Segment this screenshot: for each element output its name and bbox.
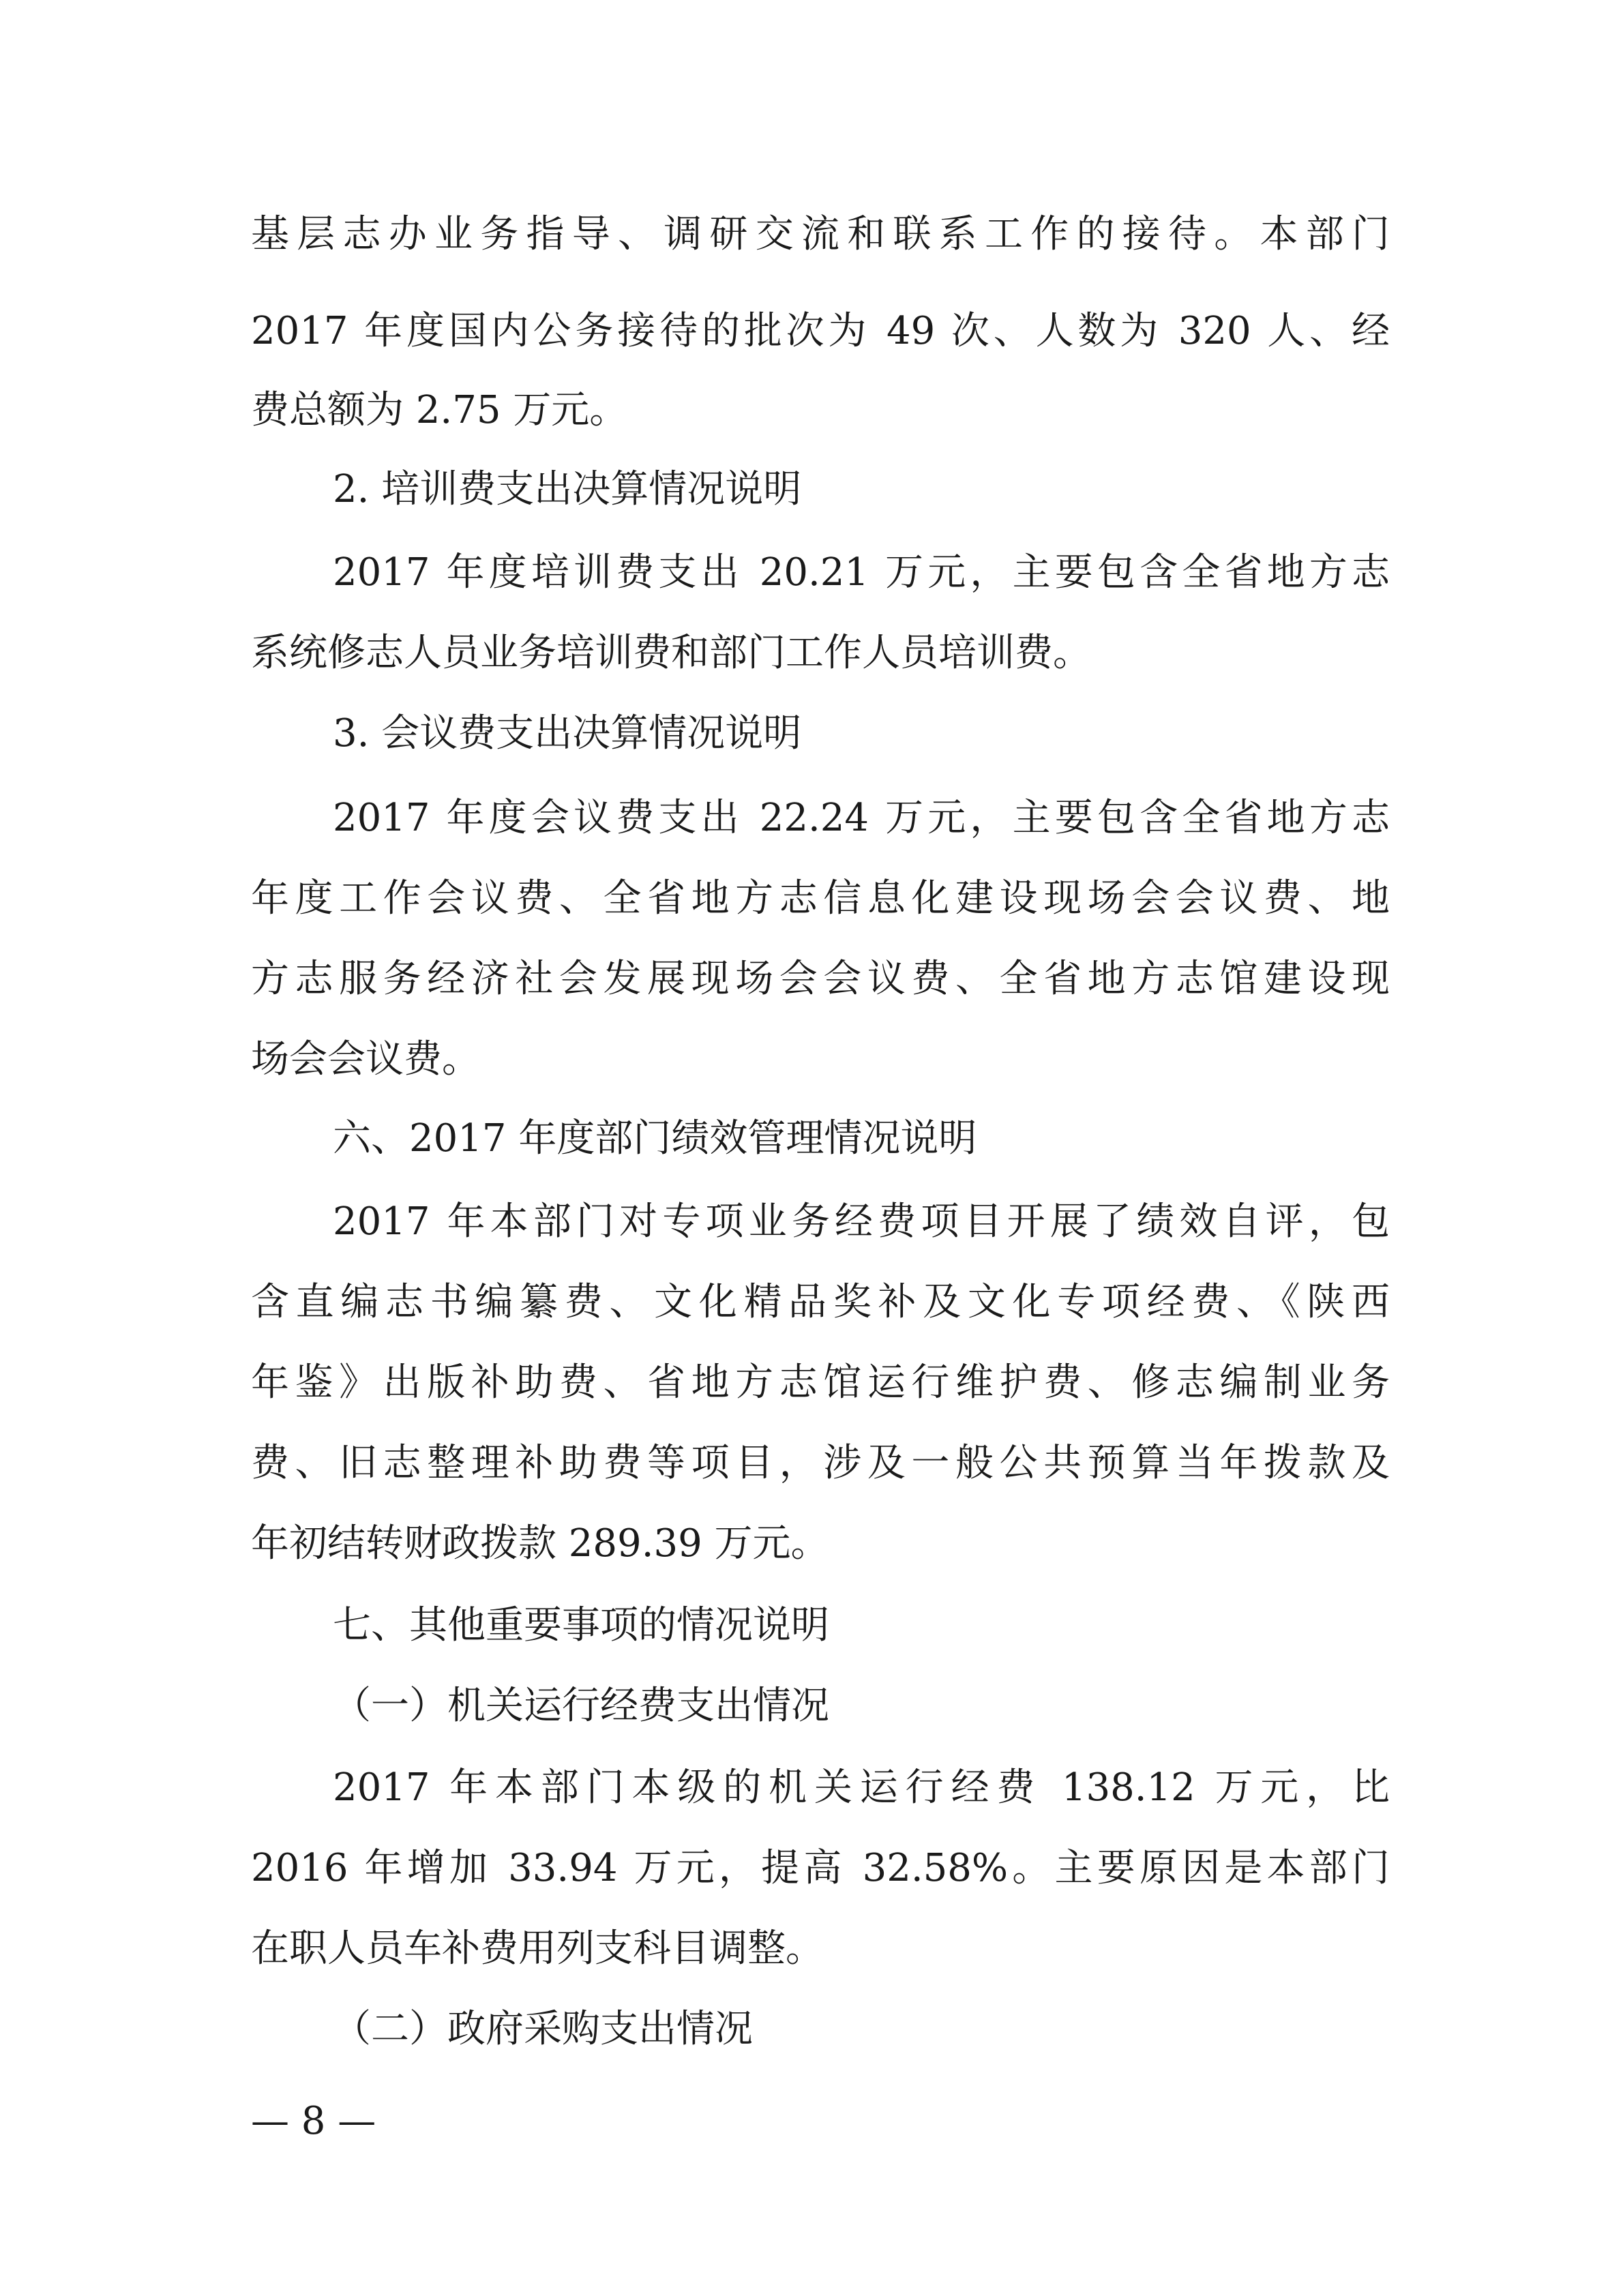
text-line: 在职人员车补费用列支科目调整。 [251,1926,824,1971]
text-line: 2017 年度国内公务接待的批次为 49 次、人数为 320 人、经 [251,309,1390,353]
text-line: 2017 年度会议费支出 22.24 万元，主要包含全省地方志 [333,796,1390,840]
section-heading: 2. 培训费支出决算情况说明 [333,467,802,511]
section-heading: 六、2017 年度部门绩效管理情况说明 [333,1116,977,1161]
text-line: 年度工作会议费、全省地方志信息化建设现场会会议费、地 [251,876,1390,921]
text-line: 方志服务经济社会发展现场会会议费、全省地方志馆建设现 [251,957,1390,1001]
section-heading: 3. 会议费支出决算情况说明 [333,711,802,756]
text-line: 基层志办业务指导、调研交流和联系工作的接待。本部门 [251,212,1390,256]
text-line: 系统修志人员业务培训费和部门工作人员培训费。 [251,631,1091,675]
text-line: 2017 年本部门本级的机关运行经费 138.12 万元，比 [333,1765,1390,1810]
text-line: 年鉴》出版补助费、省地方志馆运行维护费、修志编制业务 [251,1360,1390,1405]
text-line: 含直编志书编纂费、文化精品奖补及文化专项经费、《陕西 [251,1280,1390,1324]
section-heading: 七、其他重要事项的情况说明 [333,1603,829,1648]
text-line: 费、旧志整理补助费等项目，涉及一般公共预算当年拨款及 [251,1441,1390,1485]
text-line: 费总额为 2.75 万元。 [251,388,628,432]
text-line: 2017 年本部门对专项业务经费项目开展了绩效自评，包 [333,1199,1390,1244]
text-line: 场会会议费。 [251,1037,480,1082]
text-line: 2016 年增加 33.94 万元，提高 32.58%。主要原因是本部门 [251,1846,1390,1890]
subsection-heading: （二）政府采购支出情况 [333,2007,753,2051]
subsection-heading: （一）机关运行经费支出情况 [333,1684,829,1728]
text-line: 年初结转财政拨款 289.39 万元。 [251,1521,829,1566]
page-number: — 8 — [251,2099,376,2143]
text-line: 2017 年度培训费支出 20.21 万元，主要包含全省地方志 [333,550,1390,595]
